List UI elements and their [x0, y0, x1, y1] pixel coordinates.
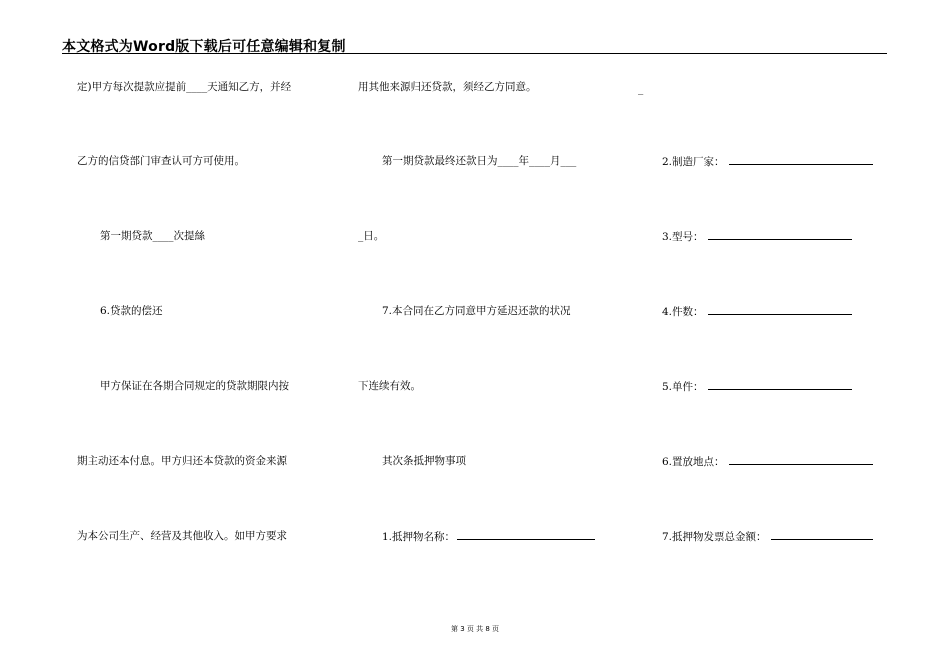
unit-price-label: 5.单件： [662, 381, 704, 393]
page-footer: 第 3 页 共 8 页 [450, 625, 500, 633]
col3-line-4 [662, 304, 852, 319]
col2-line-1: 用其他来源归还贷款，须经乙方同意。 [358, 81, 537, 93]
col2-line-7-label: 1.抵押物名称： [382, 531, 456, 543]
col1-line-3: 第一期贷款____次提絲 [100, 230, 205, 242]
invoice-total-blank [771, 529, 873, 540]
col3-line-6 [662, 454, 873, 469]
col2-line-7 [382, 529, 595, 544]
quantity-label: 4.件数： [662, 306, 704, 318]
col3-line-2 [662, 154, 873, 169]
col2-line-3: _日。 [358, 230, 385, 242]
location-blank [729, 454, 873, 465]
mortgage-name-blank [457, 529, 595, 540]
col2-line-5: 下连续有效。 [358, 380, 421, 392]
col2-line-2: 第一期贷款最终还款日为____年____月___ [382, 155, 577, 167]
manufacturer-label: 2.制造厂家： [662, 156, 725, 168]
col3-line-7 [662, 529, 873, 544]
col1-line-2: 乙方的信贷部门审查认可方可使用。 [77, 155, 245, 167]
col3-line-3 [662, 229, 852, 244]
manufacturer-blank [729, 154, 873, 165]
quantity-blank [708, 304, 852, 315]
col1-line-7: 为本公司生产、经营及其他收入。如甲方要求 [77, 530, 287, 542]
invoice-total-label: 7.抵押物发票总金额： [662, 531, 767, 543]
model-blank [708, 229, 852, 240]
location-label: 6.置放地点： [662, 456, 725, 468]
document-header-title: 本文格式为Word版下载后可任意编辑和复制 [62, 39, 346, 55]
col2-line-4: 7.本合同在乙方同意甲方延迟还款的状况 [382, 305, 571, 317]
col1-line-4: 6.贷款的偿还 [100, 305, 163, 317]
header-divider [62, 53, 887, 54]
col3-line-5 [662, 379, 852, 394]
col1-line-1: 定)甲方每次提款应提前____天通知乙方，并经 [77, 81, 292, 93]
stray-underscore: _ [638, 83, 644, 95]
model-label: 3.型号： [662, 231, 704, 243]
col1-line-6: 期主动还本付息。甲方归还本贷款的资金来源 [77, 455, 287, 467]
col1-line-5: 甲方保证在各期合同规定的贷款期限内按 [100, 380, 289, 392]
unit-price-blank [708, 379, 852, 390]
col2-line-6: 其次条抵押物事项 [382, 455, 466, 467]
